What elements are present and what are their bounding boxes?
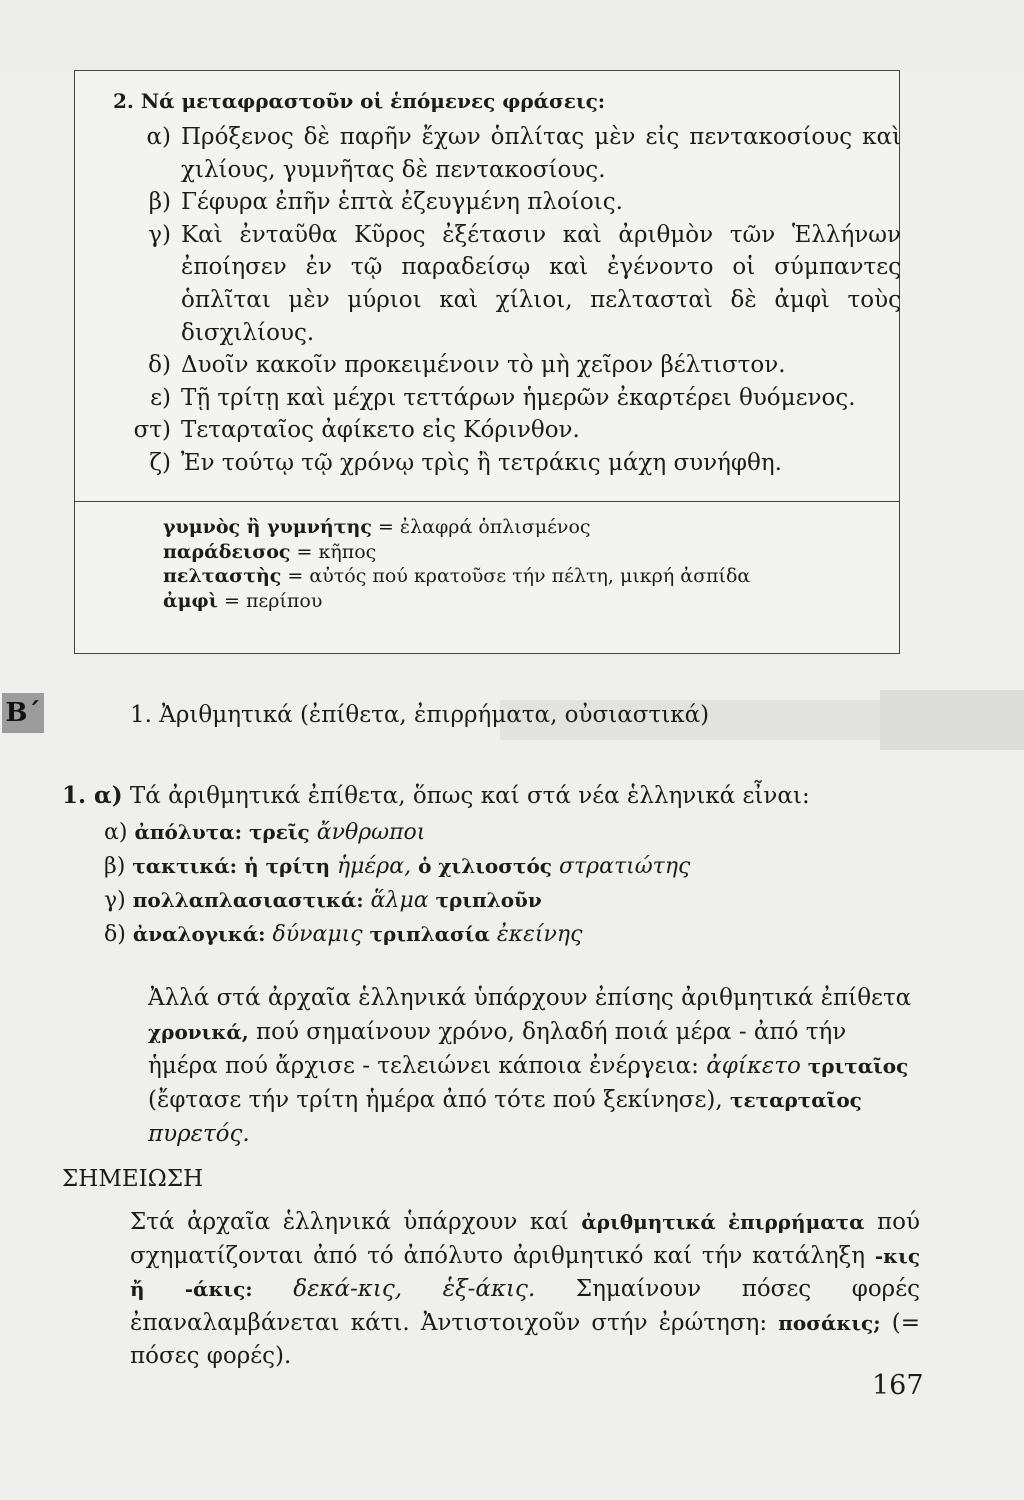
paragraph-line: Ἀλλά στά ἀρχαῖα ἑλληνικά ὑπάρχουν ἐπίσης ἀριθμητικά ἐπίθετα [148,985,912,1011]
numeral-type-item: α) ἀπόλυτα: τρεῖς ἄνθρωποι [104,820,426,845]
exercise-item: α) Πρόξενος δὲ παρῆν ἔχων ὁπλίτας μὲν εἰς πεντακοσίους καὶ χιλίους, γυμνῆτας δὲ πεντακοσίους. [146,124,901,183]
exercise-item: β) Γέφυρα ἐπῆν ἑπτὰ ἐζευγμένη πλοίοις. [148,189,623,216]
exercise-heading: 2. Νά μεταφραστοῦν οἱ ἑπόμενες φράσεις: [113,89,606,113]
exercise-item: δ) Δυοῖν κακοῖν προκειμένοιν τὸ μὴ χεῖρον βέλτιστον. [148,352,786,379]
numeral-type-item: β) τακτικά: ἡ τρίτη ἡμέρα, ὁ χιλιοστός στρατιώτης [104,854,691,879]
paragraph-line: ἡμέρα πού ἄρχισε - τελειώνει κάποια ἐνέργεια: ἀφίκετο τριταῖος [148,1053,909,1079]
glossary-divider [75,501,899,502]
paragraph-line: χρονικά, πού σημαίνουν χρόνο, δηλαδή ποιά μέρα - ἀπό τήν [148,1019,847,1045]
exercise-items [111,121,901,480]
paragraph-line: πυρετός. [148,1121,250,1147]
note-heading: ΣΗΜΕΙΩΣΗ [62,1166,204,1192]
intro-line: 1. α) Τά ἀριθμητικά ἐπίθετα, ὅπως καί στά νέα ἑλληνικά εἶναι: [62,782,810,809]
section-title: 1. Ἀριθμητικά (ἐπίθετα, ἐπιρρήματα, οὐσιαστικά) [130,702,710,728]
exercise-item: ε) Τῇ τρίτῃ καὶ μέχρι τεττάρων ἡμερῶν ἐκαρτέρει θυόμενος. [150,384,856,411]
exercise-box [74,70,900,654]
glossary [163,515,750,613]
paragraph-line: (ἔφτασε τήν τρίτη ἡμέρα ἀπό τότε πού ξεκίνησε), τεταρταῖος [148,1087,862,1113]
previous-page-bleed-gray [880,690,1024,750]
section-badge: Β΄ [2,693,44,733]
exercise-item: γ) Καὶ ἐνταῦθα Κῦρος ἐξέτασιν καὶ ἀριθμὸν τῶν Ἑλλήνων ἐποίησεν ἐν τῷ παραδείσῳ καὶ ἐγένοντο οἱ σύμπαντες ὁπλῖται μὲν μύριοι καὶ χίλιοι, πελτασταὶ δὲ ἀμφὶ τοὺς δισχιλίους. [148,221,901,346]
note-paragraph: Στά ἀρχαῖα ἑλληνικά ὑπάρχουν καί ἀριθμητικά ἐπιρρήματα πού σχηματίζονται ἀπό τό ἀπόλυτο ἀριθμητικό καί τήν κατάληξη -κις ἤ -άκις: δεκά-κις, ἑξ-άκις. Σημαίνουν πόσες φορές ἐπαναλαμβάνεται κάτι. Ἀντιστοιχοῦν στήν ἐρώτηση: ποσάκις; (= πόσες φορές). [130,1209,920,1369]
glossary-entry: ἀμφὶ = περίπου [163,589,323,612]
glossary-entry: πελταστὴς = αὐτός πού κρατοῦσε τήν πέλτη, μικρή ἀσπίδα [163,565,751,587]
numeral-type-item: δ) ἀναλογικά: δύναμις τριπλασία ἐκείνης [104,922,583,947]
glossary-entry: γυμνὸς ἢ γυμνήτης = ἐλαφρά ὁπλισμένος [163,516,591,538]
page-number: 167 [872,1370,924,1401]
numeral-type-item: γ) πολλαπλασιαστικά: ἅλμα τριπλοῦν [104,888,542,913]
exercise-item: ζ) Ἐν τούτῳ τῷ χρόνῳ τρὶς ἢ τετράκις μάχη συνήφθη. [149,449,782,476]
glossary-entry: παράδεισος = κῆπος [163,540,377,563]
previous-page-bleed-top [0,0,1024,70]
exercise-item: στ) Τεταρταῖος ἀφίκετο εἰς Κόρινθον. [133,417,580,444]
